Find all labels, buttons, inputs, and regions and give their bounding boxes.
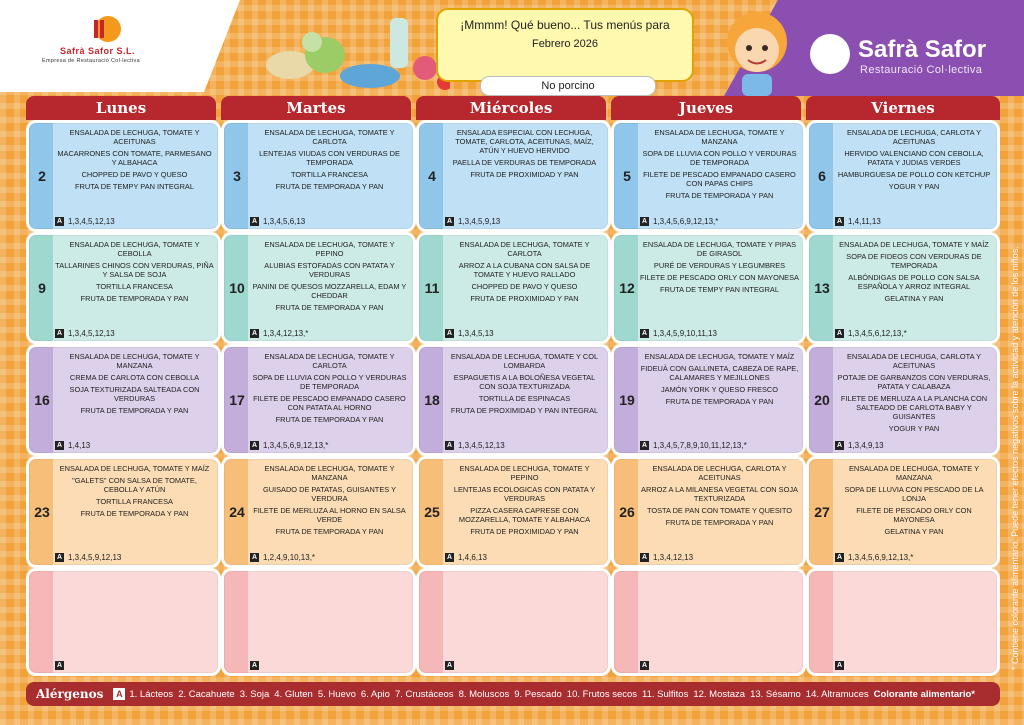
cell-allergens	[640, 329, 717, 338]
allergen-icon: A	[56, 218, 63, 225]
menu-dish: PIZZA CASERA CAPRESE CON MOZZARELLA, TOMATE Y ALBAHACA	[458, 506, 591, 524]
menu-dish: FRUTA DE TEMPORADA Y PAN	[665, 518, 774, 527]
allergen-icon: A	[836, 442, 843, 449]
menu-dish: FRUTA DE TEMPORADA Y PAN	[80, 294, 189, 303]
allergen-codes: 1,3,4,5,12,13	[68, 329, 115, 338]
allergen-icon: A	[641, 662, 648, 669]
menu-dish: FRUTA DE TEMPORADA Y PAN	[665, 397, 774, 406]
cell-allergens	[445, 329, 494, 338]
day-number: 5	[623, 168, 631, 184]
allergen-codes: 1,3,4,5,9,12,13	[68, 553, 122, 562]
day-header-martes: Martes	[221, 96, 411, 120]
menu-dish: CREMA DE CARLOTA CON CEBOLLA	[69, 373, 200, 382]
allergen-legend-item: 14. Altramuces	[805, 688, 869, 700]
allergen-codes: 1,3,4,12,13	[653, 553, 694, 562]
allergen-legend-item: 8. Moluscos	[458, 688, 510, 700]
menu-cell	[26, 344, 221, 456]
cell-allergens	[640, 553, 693, 562]
menu-dish: ENSALADA DE LECHUGA, CARLOTA Y ACEITUNAS	[846, 352, 982, 370]
allergens-legend	[26, 682, 1000, 706]
allergen-codes: 1,3,4,5,6,12,13,*	[848, 329, 907, 338]
day-number: 20	[814, 392, 830, 408]
menu-dish: ENSALADA DE LECHUGA, TOMATE Y MANZANA	[848, 464, 980, 482]
menu-dish: ENSALADA DE LECHUGA, TOMATE Y CARLOTA	[459, 240, 590, 258]
day-number: 6	[818, 168, 826, 184]
day-number	[809, 571, 835, 673]
menu-dish: ESPAGUETIS A LA BOLOÑESA VEGETAL CON SOJA TEXTURIZADA	[453, 373, 596, 391]
allergen-icon: A	[641, 218, 648, 225]
allergen-icon: A	[836, 218, 843, 225]
menu-cell	[806, 456, 1000, 568]
menu-dish: SOPA DE FIDEOS CON VERDURAS DE TEMPORADA	[846, 252, 982, 270]
allergen-codes: 1,3,4,5,12,13	[458, 441, 505, 450]
allergen-legend-item: 12. Mostaza	[693, 688, 746, 700]
cell-allergens	[835, 553, 913, 562]
menu-cell	[416, 232, 611, 344]
allergen-icon: A	[641, 442, 648, 449]
cell-allergens	[55, 329, 115, 338]
allergen-codes: 1,3,4,12,13,*	[263, 329, 309, 338]
speech-bubble	[436, 8, 694, 92]
menu-items	[640, 128, 799, 203]
menu-dish: ENSALADA DE LECHUGA, TOMATE Y CEBOLLA	[69, 240, 200, 258]
safra-logo-icon	[88, 14, 124, 44]
menu-dish: ENSALADA DE LECHUGA, CARLOTA Y ACEITUNAS	[846, 128, 982, 146]
day-number: 9	[38, 280, 46, 296]
menu-dish: FRUTA DE TEMPORADA Y PAN	[275, 182, 384, 191]
cell-allergens	[835, 661, 848, 670]
menu-cell	[221, 456, 416, 568]
company-name: Safrà Safor S.L.	[60, 46, 136, 56]
day-number: 27	[814, 504, 830, 520]
allergen-icon: A	[836, 662, 843, 669]
menu-dish: ENSALADA DE LECHUGA, TOMATE Y CARLOTA	[264, 352, 395, 370]
menu-dish: ENSALADA DE LECHUGA, TOMATE Y PEPINO	[264, 240, 395, 258]
brand-subtitle: Restauració Col·lectiva	[860, 64, 983, 76]
menu-dish: ALUBIAS ESTOFADAS CON PATATA Y VERDURAS	[264, 261, 395, 279]
menu-dish: GELATINA Y PAN	[884, 294, 944, 303]
allergen-codes: 1,2,4,9,10,13,*	[263, 553, 316, 562]
allergen-legend-item: 1. Lácteos	[129, 688, 174, 700]
allergen-legend-item: 5. Huevo	[317, 688, 356, 700]
day-number: 11	[424, 280, 440, 296]
menu-cell	[806, 568, 1000, 676]
day-number: 24	[229, 504, 245, 520]
day-number: 23	[34, 504, 50, 520]
allergen-legend-item: 4. Gluten	[274, 688, 313, 700]
menu-dish: FRUTA DE TEMPORADA Y PAN	[275, 415, 384, 424]
menu-dish: TOSTA DE PAN CON TOMATE Y QUESITO	[647, 506, 792, 515]
menu-dish: FIDEUÀ CON GALLINETA, CABEZA DE RAPE, CALAMARES Y MEJILLONES	[640, 364, 799, 382]
menu-dish: FRUTA DE TEMPORADA Y PAN	[275, 527, 384, 536]
menu-dish: TORTILLA FRANCESA	[96, 282, 173, 291]
menu-dish: YOGUR Y PAN	[888, 424, 940, 433]
menu-dish: TALLARINES CHINOS CON VERDURAS, PIÑA Y SALSA DE SOJA	[55, 261, 214, 279]
menu-dish: FRUTA DE TEMPORADA Y PAN	[80, 406, 189, 415]
cell-allergens	[55, 441, 90, 450]
menu-items	[640, 240, 799, 297]
menu-cell	[221, 120, 416, 232]
day-number	[419, 571, 445, 673]
menu-cell	[26, 456, 221, 568]
allergen-legend-item: 11. Sulfitos	[642, 688, 689, 700]
menu-dish: ENSALADA DE LECHUGA, TOMATE Y PIPAS DE GIRASOL	[642, 240, 797, 258]
allergen-legend-item: 2. Cacahuete	[178, 688, 235, 700]
allergen-icon: A	[446, 330, 453, 337]
menu-dish: POTAJE DE GARBANZOS CON VERDURAS, PATATA Y CALABAZA	[837, 373, 991, 391]
menu-items	[55, 240, 214, 306]
allergen-codes: 1,3,4,5,9,13	[458, 217, 501, 226]
menu-cell	[806, 120, 1000, 232]
menu-items	[640, 352, 799, 409]
cell-allergens	[250, 329, 308, 338]
cell-allergens	[250, 553, 315, 562]
allergen-icon: A	[113, 688, 125, 700]
menu-dish: PAELLA DE VERDURAS DE TEMPORADA	[452, 158, 597, 167]
allergen-icon: A	[251, 442, 258, 449]
menu-dish: GELATINA Y PAN	[884, 527, 944, 536]
menu-items	[835, 240, 993, 306]
vegetables-illustration-icon	[250, 10, 450, 94]
diet-note: No porcino	[480, 76, 656, 96]
cell-allergens	[55, 661, 68, 670]
menu-dish: GUISADO DE PATATAS, GUISANTES Y VERDURA	[262, 485, 397, 503]
menu-dish: FILETE DE PESCADO ORLY CON MAYONESA	[856, 506, 972, 524]
menu-dish: TORTILLA FRANCESA	[291, 170, 368, 179]
menu-dish: YOGUR Y PAN	[888, 182, 940, 191]
menu-dish: ARROZ A LA MILANESA VEGETAL CON SOJA TEXTURIZADA	[641, 485, 798, 503]
allergen-icon: A	[446, 662, 453, 669]
allergen-icon: A	[641, 330, 648, 337]
allergen-legend-item: 9. Pescado	[514, 688, 562, 700]
menu-cell	[26, 568, 221, 676]
menu-dish: FILETE DE PESCADO EMPANADO CASERO CON PAPAS CHIPS	[643, 170, 796, 188]
menu-dish: ENSALADA DE LECHUGA, TOMATE Y COL LOMBARDA	[450, 352, 599, 370]
menu-items	[835, 352, 993, 436]
allergen-icon: A	[56, 442, 63, 449]
allergens-label: Alérgenos	[36, 687, 104, 701]
cell-allergens	[55, 217, 115, 226]
allergen-codes: 1,3,4,5,6,13	[263, 217, 306, 226]
day-number: 26	[619, 504, 635, 520]
day-number	[224, 571, 250, 673]
allergen-codes: 1,3,4,5,7,8,9,10,11,12,13,*	[653, 441, 747, 450]
allergen-codes: 1,3,4,9,13	[848, 441, 884, 450]
menu-dish: ENSALADA ESPECIAL CON LECHUGA, TOMATE, CARLOTA, ACEITUNAS, MAÍZ, ATÚN Y HUEVO HERVIDO	[455, 128, 594, 155]
menu-items	[445, 352, 604, 418]
menu-dish: ENSALADA DE LECHUGA, TOMATE Y MAÍZ	[839, 240, 989, 249]
cell-allergens	[640, 661, 653, 670]
menu-month: Febrero 2026	[531, 38, 599, 50]
day-number: 4	[428, 168, 436, 184]
day-header-miercoles: Miércoles	[416, 96, 606, 120]
allergen-codes: 1,4,13	[68, 441, 91, 450]
menu-dish: FILETE DE PESCADO EMPANADO CASERO CON PATATA AL HORNO	[253, 394, 406, 412]
menu-dish: FRUTA DE TEMPY PAN INTEGRAL	[660, 285, 779, 294]
allergen-icon: A	[446, 442, 453, 449]
cell-allergens	[640, 217, 718, 226]
allergen-codes: 1,3,4,5,12,13	[68, 217, 115, 226]
menu-dish: MACARRONES CON TOMATE, PARMESANO Y ALBAHACA	[57, 149, 212, 167]
allergen-codes: 1,3,4,5,6,9,12,13,*	[848, 553, 914, 562]
day-number: 3	[233, 168, 241, 184]
day-number: 25	[424, 504, 440, 520]
menu-dish: ALBÓNDIGAS DE POLLO CON SALSA ESPAÑOLA Y ARROZ INTEGRAL	[848, 273, 980, 291]
allergen-icon: A	[56, 330, 63, 337]
allergen-codes: 1,4,11,13	[848, 217, 881, 226]
menu-cell	[611, 568, 806, 676]
cell-allergens	[55, 553, 121, 562]
menu-dish: ENSALADA DE LECHUGA, TOMATE Y MANZANA	[264, 464, 395, 482]
menu-dish: HAMBURGUESA DE POLLO CON KETCHUP	[837, 170, 991, 179]
allergen-icon: A	[836, 554, 843, 561]
menu-cell	[221, 344, 416, 456]
menu-dish: FILETE DE PESCADO ORLY CON MAYONESA	[640, 273, 799, 282]
cell-allergens	[640, 441, 747, 450]
day-number: 18	[424, 392, 440, 408]
allergen-icon: A	[641, 554, 648, 561]
menu-cell	[416, 120, 611, 232]
allergen-icon: A	[836, 330, 843, 337]
menu-cell	[806, 344, 1000, 456]
menu-dish: FRUTA DE PROXIMIDAD Y PAN	[470, 170, 579, 179]
menu-cell	[611, 344, 806, 456]
menu-dish: FRUTA DE TEMPORADA Y PAN	[80, 509, 189, 518]
day-number: 2	[38, 168, 46, 184]
cell-allergens	[445, 217, 500, 226]
menu-dish: PURÉ DE VERDURAS Y LEGUMBRES	[653, 261, 786, 270]
bubble-title: ¡Mmmm! Qué bueno... Tus menús para	[460, 18, 670, 32]
menu-dish: ENSALADA DE LECHUGA, TOMATE Y ACEITUNAS	[69, 128, 200, 146]
allergen-legend-item: 10. Frutos secos	[566, 688, 638, 700]
menu-cell	[611, 456, 806, 568]
menu-dish: TORTILLA FRANCESA	[96, 497, 173, 506]
allergen-codes: 1,3,4,5,13	[458, 329, 494, 338]
allergen-icon: A	[251, 218, 258, 225]
allergen-icon: A	[56, 662, 63, 669]
cell-allergens	[835, 217, 881, 226]
allergen-codes: 1,4,6,13	[458, 553, 487, 562]
menu-cell	[806, 232, 1000, 344]
allergen-icon: A	[251, 330, 258, 337]
cell-allergens	[835, 329, 907, 338]
menu-dish: FRUTA DE TEMPORADA Y PAN	[665, 191, 774, 200]
menu-cell	[26, 120, 221, 232]
menu-dish: FILETE DE MERLUZA AL HORNO EN SALSA VERDE	[253, 506, 406, 524]
menu-dish: FRUTA DE TEMPY PAN INTEGRAL	[75, 182, 194, 191]
menu-cell	[611, 120, 806, 232]
brand-name: Safrà Safor	[858, 36, 987, 63]
allergen-icon: A	[446, 218, 453, 225]
menu-dish: ARROZ A LA CUBANA CON SALSA DE TOMATE Y HUEVO RALLADO	[458, 261, 591, 279]
menu-dish: ENSALADA DE LECHUGA, TOMATE Y MAÍZ	[644, 352, 795, 361]
menu-dish: TORTILLA DE ESPINACAS	[478, 394, 571, 403]
menu-dish: SOPA DE LLUVIA CON POLLO Y VERDURAS DE TEMPORADA	[252, 373, 407, 391]
menu-dish: ENSALADA DE LECHUGA, TOMATE Y PEPINO	[459, 464, 590, 482]
menu-dish: ENSALADA DE LECHUGA, TOMATE Y MANZANA	[654, 128, 785, 146]
menu-items	[55, 128, 214, 194]
menu-items	[55, 464, 214, 521]
allergen-codes: 1,3,4,5,6,9,12,13,*	[653, 217, 719, 226]
cell-allergens	[250, 217, 305, 226]
allergen-icon: A	[446, 554, 453, 561]
menu-cell	[416, 568, 611, 676]
allergen-icon: A	[251, 662, 258, 669]
day-header-lunes: Lunes	[26, 96, 216, 120]
day-number: 13	[814, 280, 830, 296]
side-note	[996, 160, 1024, 680]
menu-items	[250, 352, 409, 427]
menu-items	[250, 128, 409, 194]
menu-dish: FRUTA DE PROXIMIDAD Y PAN INTEGRAL	[450, 406, 599, 415]
cell-allergens	[445, 553, 487, 562]
menu-dish: ENSALADA DE LECHUGA, TOMATE Y MAÍZ	[59, 464, 210, 473]
menu-dish: FRUTA DE TEMPORADA Y PAN	[275, 303, 384, 312]
cell-allergens	[445, 661, 458, 670]
day-number: 19	[619, 392, 635, 408]
cell-allergens	[250, 441, 328, 450]
menu-cell	[416, 344, 611, 456]
menu-dish: LENTEJAS ECOLOGICAS CON PATATA Y VERDURAS	[453, 485, 596, 503]
menu-dish: FILETE DE MERLUZA A LA PLANCHA CON SALTEADO DE CARLOTA BABY Y GUISANTES	[840, 394, 988, 421]
menu-cell	[221, 568, 416, 676]
menu-items	[250, 464, 409, 539]
day-header-jueves: Jueves	[611, 96, 801, 120]
colorant-legend-item: Colorante alimentario*	[873, 688, 975, 700]
menu-cell	[26, 232, 221, 344]
menu-cell	[416, 456, 611, 568]
menu-items	[445, 128, 604, 182]
menu-dish: PANINI DE QUESOS MOZZARELLA, EDAM Y CHEDDAR	[252, 282, 407, 300]
menu-dish: SOPA DE LLUVIA CON PESCADO DE LA LONJA	[844, 485, 984, 503]
day-number: 12	[619, 280, 635, 296]
menu-items	[55, 352, 214, 418]
menu-cell	[611, 232, 806, 344]
brand-logo-icon	[810, 34, 850, 74]
menu-dish: SOPA DE LLUVIA CON POLLO Y VERDURAS DE TEMPORADA	[642, 149, 797, 167]
cell-allergens	[835, 441, 884, 450]
allergen-legend-item: 13. Sésamo	[750, 688, 801, 700]
menu-dish: FRUTA DE PROXIMIDAD Y PAN	[470, 527, 579, 536]
allergen-legend-item: 3. Soja	[239, 688, 270, 700]
day-number	[29, 571, 55, 673]
menu-dish: HERVIDO VALENCIANO CON CEBOLLA, PATATA Y JUDIAS VERDES	[844, 149, 984, 167]
menu-cell	[221, 232, 416, 344]
cell-allergens	[445, 441, 505, 450]
menu-dish: ENSALADA DE LECHUGA, TOMATE Y CARLOTA	[264, 128, 395, 146]
colorant-warning: * Contiene colorante alimentario. Puede tener efectos negativos sobre la actividad y atención de los niños.	[1010, 246, 1020, 670]
allergen-codes: 1,3,4,5,6,9,12,13,*	[263, 441, 329, 450]
allergen-legend-item: 6. Apio	[360, 688, 390, 700]
menu-items	[445, 240, 604, 306]
menu-dish: "GALETS" CON SALSA DE TOMATE, CEBOLLA Y ATÚN	[72, 476, 197, 494]
menu-dish: SOJA TEXTURIZADA SALTEADA CON VERDURAS	[69, 385, 200, 403]
menu-items	[250, 240, 409, 315]
menu-items	[835, 128, 993, 194]
day-number: 16	[34, 392, 50, 408]
day-number	[614, 571, 640, 673]
day-number: 17	[229, 392, 245, 408]
menu-dish: LENTEJAS VIUDAS CON VERDURAS DE TEMPORADA	[259, 149, 400, 167]
menu-dish: ENSALADA DE LECHUGA, TOMATE Y MANZANA	[69, 352, 200, 370]
allergen-icon: A	[56, 554, 63, 561]
child-illustration-icon	[712, 4, 802, 96]
menu-items	[445, 464, 604, 539]
day-header-viernes: Viernes	[806, 96, 1000, 120]
allergen-codes: 1,3,4,5,9,10,11,13	[653, 329, 717, 338]
allergen-icon: A	[251, 554, 258, 561]
cell-allergens	[250, 661, 263, 670]
menu-dish: CHOPPED DE PAVO Y QUESO	[81, 170, 188, 179]
allergen-legend-item: 7. Crustáceos	[394, 688, 454, 700]
menu-dish: ENSALADA DE LECHUGA, CARLOTA Y ACEITUNAS	[652, 464, 787, 482]
day-number: 10	[229, 280, 245, 296]
menu-items	[640, 464, 799, 530]
menu-dish: JAMÓN YORK Y QUESO FRESCO	[660, 385, 779, 394]
menu-items	[835, 464, 993, 539]
menu-dish: CHOPPED DE PAVO Y QUESO	[471, 282, 578, 291]
company-subtitle: Empresa de Restauració Col·lectiva	[42, 58, 140, 64]
menu-dish: FRUTA DE PROXIMIDAD Y PAN	[470, 294, 579, 303]
